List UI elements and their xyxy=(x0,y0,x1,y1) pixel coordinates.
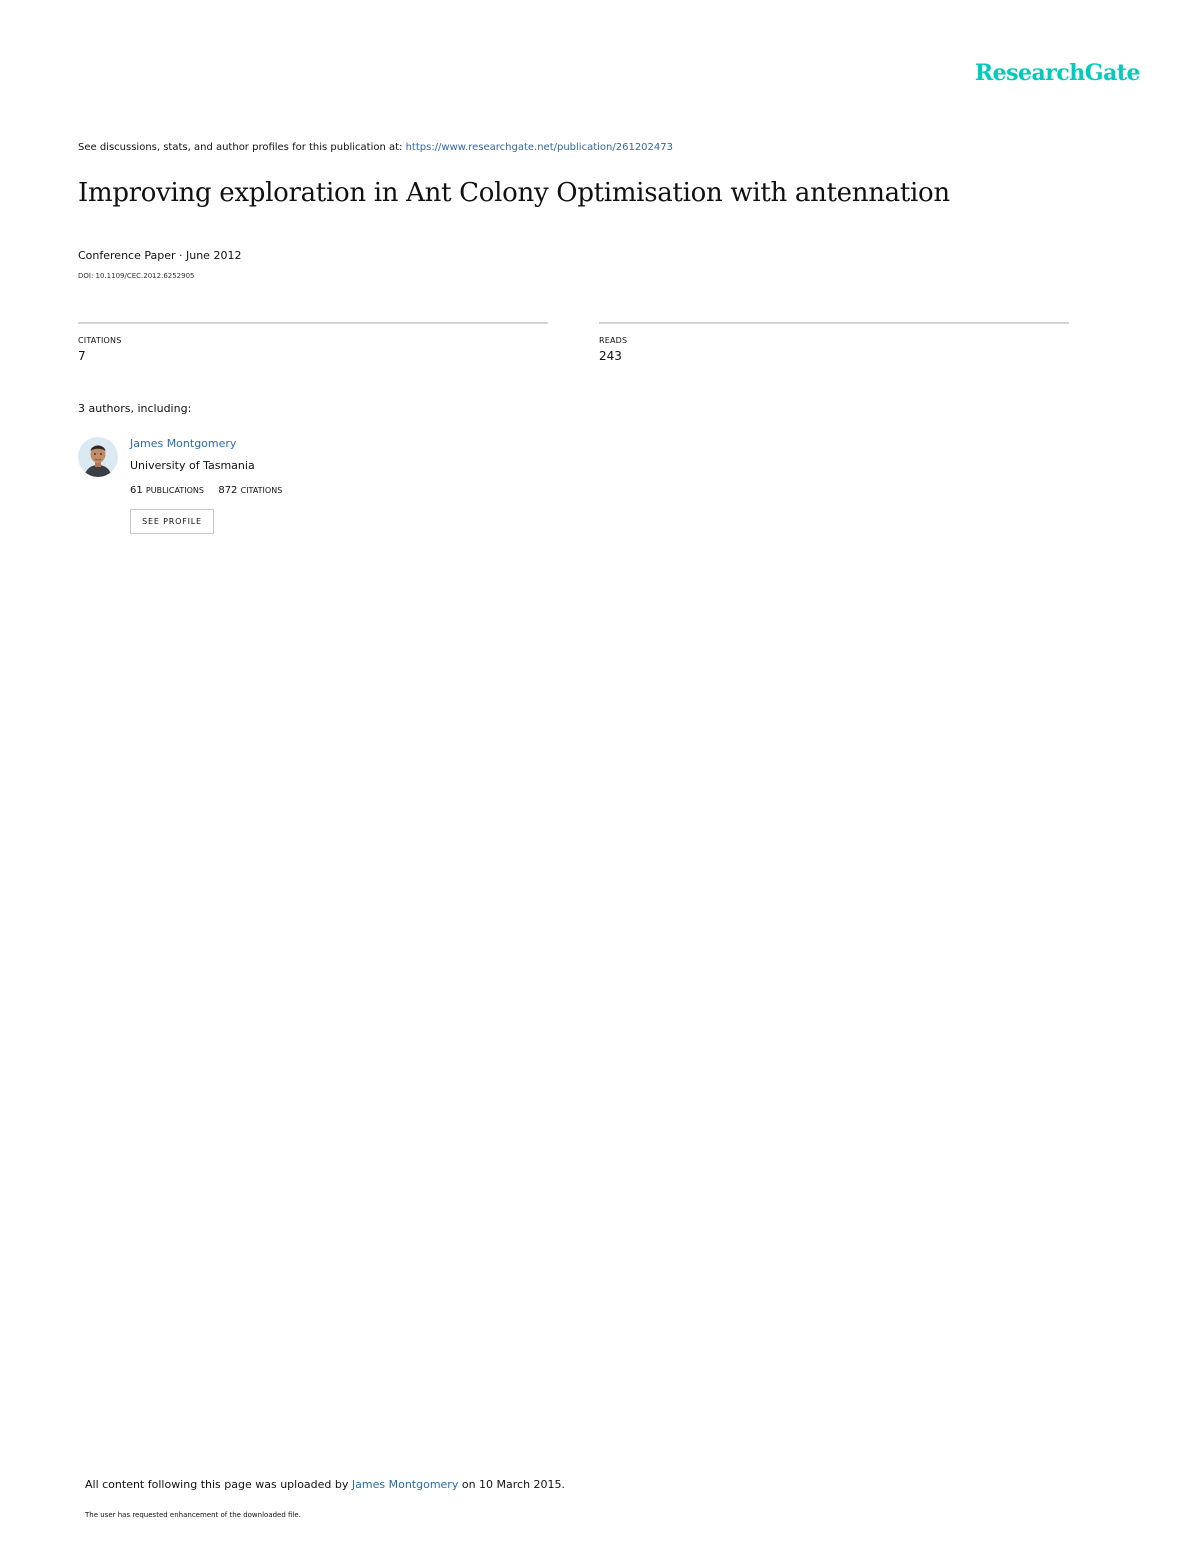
see-discussions-line xyxy=(78,142,673,153)
reads-value: 243 xyxy=(599,349,622,363)
publication-title: Improving exploration in Ant Colony Optimisation with antennation xyxy=(78,178,950,208)
author-publications-label: PUBLICATIONS xyxy=(145,486,204,495)
reads-stat xyxy=(599,322,1069,363)
footer-upload-prefix: All content following this page was uploaded by xyxy=(85,1478,352,1491)
citations-stat xyxy=(78,322,548,363)
citations-label: CITATIONS xyxy=(78,336,122,345)
author-stats xyxy=(130,485,282,496)
footer-upload-suffix: on 10 March 2015. xyxy=(458,1478,566,1491)
author-avatar-icon xyxy=(78,437,118,477)
authors-heading: 3 authors, including: xyxy=(78,402,192,415)
author-avatar[interactable] xyxy=(78,437,118,477)
author-publications-count: 61 xyxy=(130,485,143,496)
citations-value: 7 xyxy=(78,349,86,363)
see-line-prefix: See discussions, stats, and author profiles for this publication at: xyxy=(78,142,406,153)
footer-uploader-link[interactable]: James Montgomery xyxy=(351,1478,459,1491)
publication-doi: DOI: 10.1109/CEC.2012.6252905 xyxy=(78,272,195,280)
author-name-link[interactable]: James Montgomery xyxy=(130,437,237,450)
author-citations-count: 872 xyxy=(218,485,238,496)
publication-url-link[interactable]: https://www.researchgate.net/publication/261202473 xyxy=(405,142,673,153)
footer-upload-line xyxy=(85,1478,565,1491)
author-citations-label: CITATIONS xyxy=(240,486,283,495)
author-institution: University of Tasmania xyxy=(130,459,255,472)
researchgate-logo[interactable]: ResearchGate xyxy=(974,60,1140,86)
footer-note: The user has requested enhancement of the downloaded file. xyxy=(85,1511,301,1519)
see-profile-button[interactable]: SEE PROFILE xyxy=(130,509,214,534)
reads-label: READS xyxy=(599,336,628,345)
publication-type-date: Conference Paper · June 2012 xyxy=(78,249,242,262)
